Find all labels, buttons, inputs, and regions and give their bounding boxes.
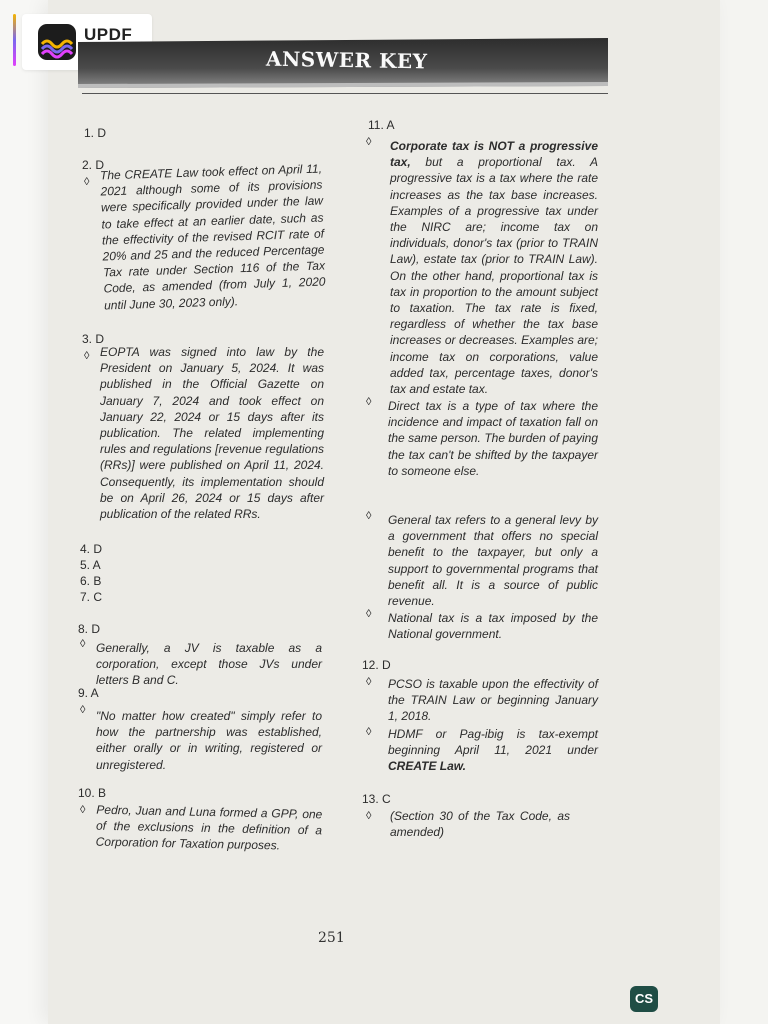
answer-12-note-2 [388, 726, 598, 775]
answer-11-note-4: National tax is a tax imposed by the National government. [388, 611, 598, 642]
answer-12: 12. D [362, 658, 391, 672]
diamond-bullet: ◊ [366, 510, 372, 522]
updf-name: UPDF [84, 25, 133, 44]
answer-11-note-1-bold: Corporate tax is NOT a progressive tax, [390, 139, 598, 170]
diamond-bullet: ◊ [84, 350, 90, 362]
diamond-bullet: ◊ [366, 726, 372, 738]
answer-9: 9. A [78, 686, 99, 700]
camscanner-badge[interactable]: CS [630, 986, 658, 1012]
answer-2-note: The CREATE Law took effect on April 11, 2021 although some of its provisions were specifically provided under the law to take effect at an earlier date, such as the effectivity of the revised RCIT rate of 20% and 25 and the reduced Percentage Tax rate under Section 116 of the Tax Code, as amended (from July 1, 2020 until June 30, 2023 only). [99, 161, 326, 313]
diamond-bullet: ◊ [80, 804, 86, 816]
answer-13-note: (Section 30 of the Tax Code, as amended) [390, 809, 570, 840]
answer-7: 7. C [80, 590, 103, 604]
diamond-bullet: ◊ [84, 176, 90, 188]
title-rule [82, 93, 608, 94]
app-side-strip [0, 0, 50, 1024]
diamond-bullet: ◊ [366, 608, 372, 620]
answer-12-note-2-text: HDMF or Pag-ibig is tax-exempt beginning April 11, 2021 under [388, 727, 598, 758]
answer-11-note-3: General tax refers to a general levy by a government that offers no special benefit to the taxpayer, but only a support to governmental programs that benefit all. It is a source of public revenue. [388, 513, 598, 609]
diamond-bullet: ◊ [366, 396, 372, 408]
answer-11: 11. A [368, 118, 395, 132]
page-number: 251 [318, 930, 345, 946]
answer-10-note: Pedro, Juan and Luna formed a GPP, one of the exclusions in the definition of a Corporation for Taxation purposes. [95, 802, 323, 853]
answer-key-banner [78, 36, 608, 88]
answer-5: 5. A [80, 558, 101, 572]
answer-11-note-2: Direct tax is a type of tax where the incidence and impact of taxation fall on the same person. The burden of paying the tax can't be shifted by the taxpayer to someone else. [388, 399, 598, 478]
answer-1: 1. D [84, 126, 107, 140]
page-title: ANSWER KEY [265, 46, 428, 74]
answer-10: 10. B [78, 786, 107, 800]
answer-8-note: Generally, a JV is taxable as a corporation, except those JVs under letters B and C. [96, 641, 322, 688]
answer-8: 8. D [78, 622, 101, 636]
answer-9-note: "No matter how created" simply refer to how the partnership was established, either orally or in writing, registered or unregistered. [96, 709, 322, 772]
answer-3: 3. D [82, 332, 105, 346]
diamond-bullet: ◊ [80, 704, 86, 716]
answer-2: 2. D [82, 158, 105, 172]
answer-13: 13. C [362, 792, 391, 806]
diamond-bullet: ◊ [366, 676, 372, 688]
diamond-bullet: ◊ [80, 638, 86, 650]
answer-3-note: EOPTA was signed into law by the President on January 5, 2024. It was published in the Official Gazette on January 7, 2024 and took effect on January 22, 2024 or 15 days after its publication. The related implementing rules and regulations [revenue regulations (RRs)] were published on April 11, 2024. Consequently, its implementation should be on April 26, 2024 or 15 days after publication of the related RRs. [100, 345, 324, 522]
answer-11-note-1 [390, 138, 598, 397]
answer-12-note-1: PCSO is taxable upon the effectivity of the TRAIN Law or beginning January 1, 2018. [388, 677, 598, 724]
answer-12-note-2-bold: CREATE Law. [388, 759, 467, 774]
answer-4: 4. D [80, 542, 103, 556]
diamond-bullet: ◊ [366, 810, 372, 822]
diamond-bullet: ◊ [366, 136, 372, 148]
answer-6: 6. B [80, 574, 102, 588]
answer-11-note-1-text: but a proportional tax. A progressive tax is a tax where the rate increases as the tax base increases. Examples of a progressive tax under the NIRC are; income tax on individuals, donor's tax (prior to TRAIN Law), estate tax (prior to TRAIN Law). On the other hand, proportional tax is tax in proportion to the amount subject to taxation. The tax rate is fixed, regardless of whether the tax base increases or decreases. Examples are; income tax on corporations, value added tax, percentage taxes, donor's tax and estate tax. [390, 155, 598, 397]
brand-accent-line [13, 14, 16, 66]
updf-logo-icon [38, 24, 76, 60]
